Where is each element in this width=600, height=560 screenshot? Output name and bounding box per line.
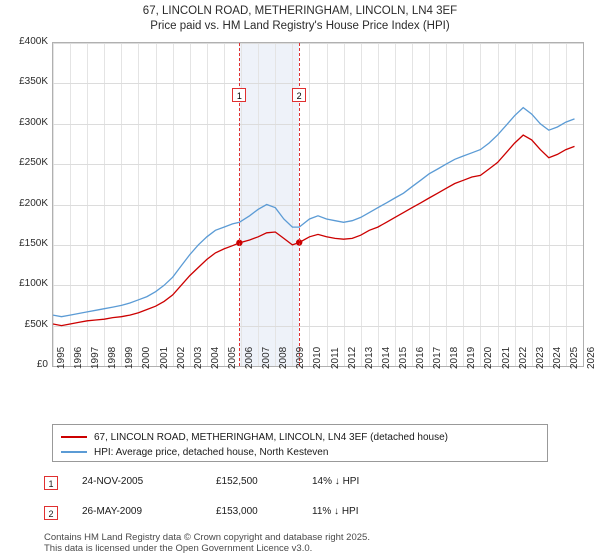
x-axis-tick-label: 2005 xyxy=(226,346,238,369)
x-axis-tick-label: 2022 xyxy=(517,346,529,369)
x-axis-tick-label: 2016 xyxy=(415,346,427,369)
x-axis-tick-label: 1996 xyxy=(73,346,85,369)
series-line-price-paid xyxy=(53,135,575,326)
x-axis-tick-label: 2021 xyxy=(500,346,512,369)
annotation-price-1: £152,500 xyxy=(216,476,258,487)
annotation-hpi-2: 11% ↓ HPI xyxy=(312,506,359,517)
x-axis-tick-label: 2023 xyxy=(534,346,546,369)
series-line-hpi xyxy=(53,108,575,317)
footer-line-2: This data is licensed under the Open Government Licence v3.0. xyxy=(44,543,313,554)
x-axis-tick-label: 2009 xyxy=(295,346,307,369)
x-axis-tick-label: 2003 xyxy=(192,346,204,369)
annotation-date-1: 24-NOV-2005 xyxy=(82,476,144,487)
y-axis-tick-label: £100K xyxy=(19,278,48,290)
y-axis-tick-label: £250K xyxy=(19,157,48,169)
x-axis-tick-label: 2015 xyxy=(397,346,409,369)
x-axis-tick-label: 2008 xyxy=(278,346,290,369)
page-title xyxy=(0,4,600,34)
x-axis-tick-label: 2017 xyxy=(432,346,444,369)
x-axis-tick-label: 2002 xyxy=(175,346,187,369)
y-axis-tick-label: £150K xyxy=(19,237,48,249)
annotation-date-2: 26-MAY-2009 xyxy=(82,506,143,517)
x-axis-tick-label: 2024 xyxy=(551,346,563,369)
marker-box-2: 2 xyxy=(292,88,306,102)
x-axis-tick-label: 1999 xyxy=(124,346,136,369)
x-axis-tick-label: 2025 xyxy=(568,346,580,369)
x-axis-tick-label: 2001 xyxy=(158,346,170,369)
chart-series-layer xyxy=(53,43,583,366)
marker-box-1: 1 xyxy=(232,88,246,102)
x-axis-tick-label: 1995 xyxy=(56,346,67,369)
x-axis-tick-label: 2010 xyxy=(312,346,324,369)
legend-item-price-paid xyxy=(61,430,539,444)
annotation-marker-1: 1 xyxy=(44,476,58,490)
title-line-1: 67, LINCOLN ROAD, METHERINGHAM, LINCOLN, LN4 3EF xyxy=(142,5,458,17)
x-axis-tick-label: 2007 xyxy=(261,346,273,369)
x-axis-tick-label: 2011 xyxy=(329,347,341,369)
title-line-2: Price paid vs. HM Land Registry's House Price Index (HPI) xyxy=(150,20,450,32)
annotation-marker-2: 2 xyxy=(44,506,58,520)
x-axis-tick-label: 2014 xyxy=(380,346,392,369)
y-axis-tick-label: £200K xyxy=(19,197,48,209)
x-axis-tick-label: 2020 xyxy=(483,346,495,369)
y-axis-tick-label: £0 xyxy=(36,359,48,370)
x-axis-tick-label: 2006 xyxy=(244,346,256,369)
y-axis-tick-label: £300K xyxy=(19,116,48,128)
y-axis-tick-label: £50K xyxy=(24,318,48,330)
legend-swatch-price-paid xyxy=(61,436,87,438)
chart-plot-area xyxy=(52,42,584,367)
x-axis-tick-label: 2000 xyxy=(141,346,153,369)
x-axis-tick-label: 2012 xyxy=(346,346,358,369)
chart-legend xyxy=(52,424,548,462)
legend-label-price-paid: 67, LINCOLN ROAD, METHERINGHAM, LINCOLN, LN4 3EF (detached house) xyxy=(94,431,449,443)
legend-label-hpi: HPI: Average price, detached house, North Kesteven xyxy=(94,446,329,458)
legend-swatch-hpi xyxy=(61,451,87,453)
legend-item-hpi xyxy=(61,445,539,459)
x-axis-tick-label: 1997 xyxy=(90,346,102,369)
y-axis-tick-label: £400K xyxy=(19,36,48,47)
x-axis-tick-label: 2018 xyxy=(449,346,461,369)
x-axis-tick-label: 2004 xyxy=(209,346,221,369)
annotation-price-2: £153,000 xyxy=(216,506,258,517)
x-axis-tick-label: 2013 xyxy=(363,346,375,369)
gridline-vertical xyxy=(583,43,584,366)
x-axis-tick-label: 1998 xyxy=(107,346,119,369)
annotation-hpi-1: 14% ↓ HPI xyxy=(312,476,360,487)
x-axis-tick-label: 2019 xyxy=(466,346,478,369)
footer-copyright xyxy=(44,532,370,554)
footer-line-1: Contains HM Land Registry data © Crown copyright and database right 2025. xyxy=(44,532,370,543)
y-axis-tick-label: £350K xyxy=(19,76,48,88)
x-axis-tick-label: 2026 xyxy=(586,346,597,369)
